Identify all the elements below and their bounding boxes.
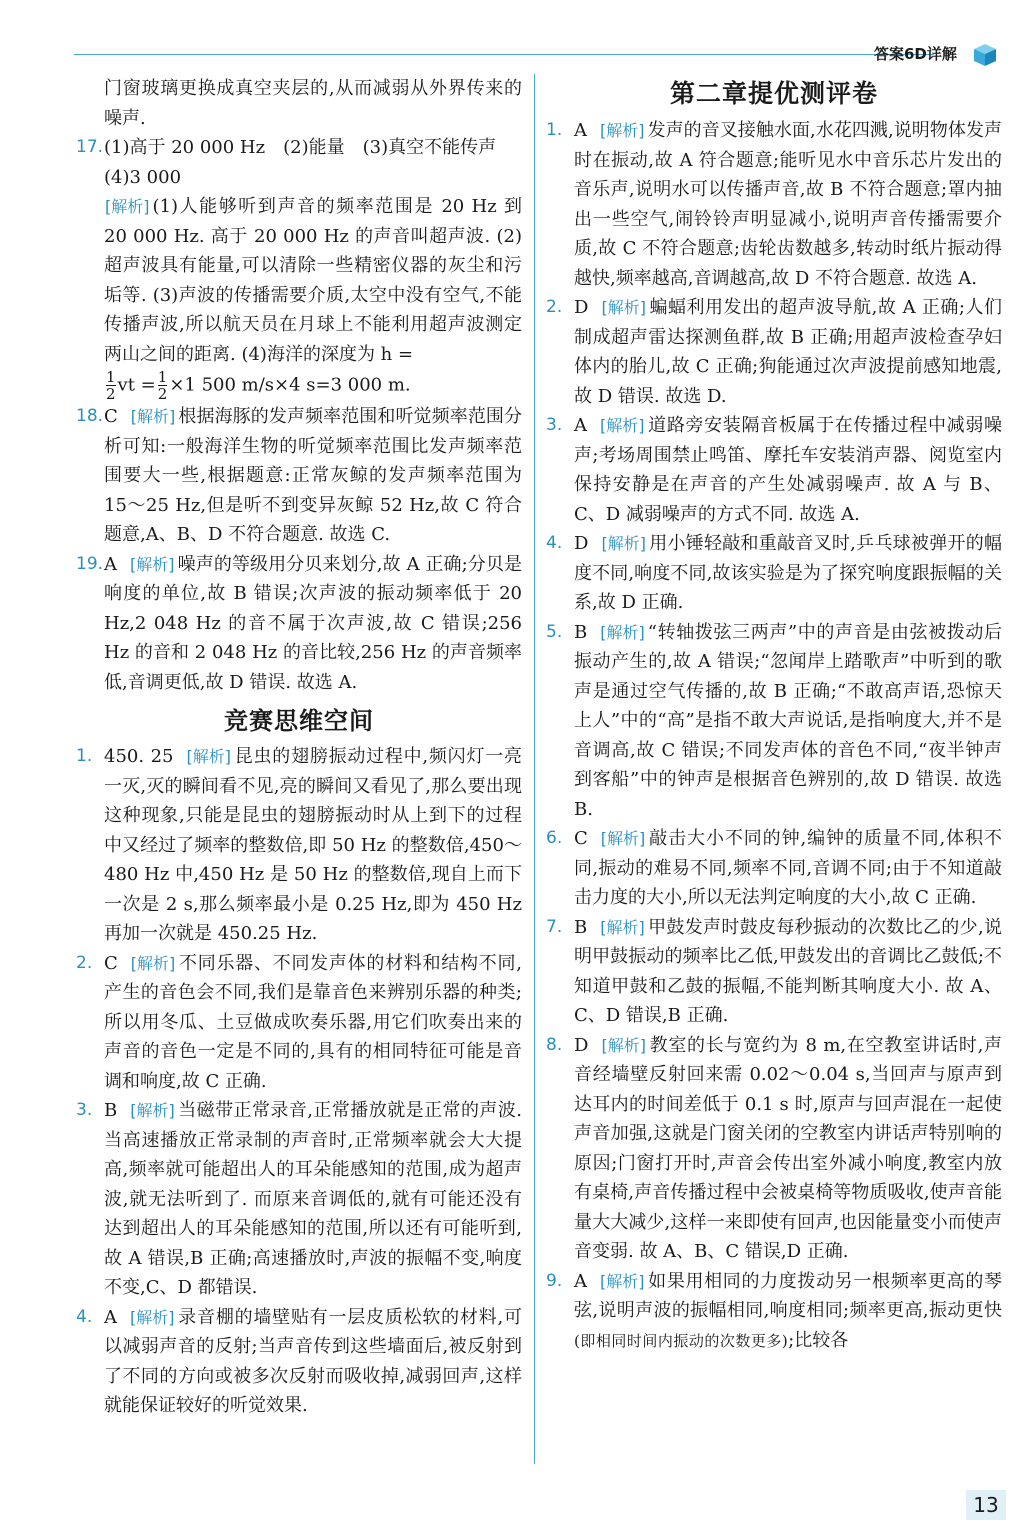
question-2 — [546, 293, 1002, 411]
question-number: 5. — [546, 621, 563, 642]
answer: B — [104, 1100, 118, 1121]
question-17 — [76, 133, 522, 402]
answer-line: (1)高于 20 000 Hz (2)能量 (3)真空不能传声 — [104, 137, 497, 158]
analysis-text: 昆虫的翅膀振动过程中,频闪灯一亮一灭,灭的瞬间看不见,亮的瞬间又看见了,那么要出现这种现象,只能是昆虫的翅膀振动时从上到下的过程中又经过了频率的整数倍,即 50 Hz 的整数倍,450～480 Hz 中,450 Hz 是 50 Hz 的整数倍,现自上而下一次是 2 s,那么频率最小是 0.25 Hz,即为 450 Hz 再加一次就是 450.25 Hz. — [104, 746, 522, 944]
analysis-text: (1)人能够听到声音的频率范围是 20 Hz 到 20 000 Hz. 高于 20 000 Hz 的声音叫超声波. (2)超声波具有能量,可以清除一些精密仪器的灰尘和污垢等. (3)声波的传播需要介质,太空中没有空气,不能传播声波,所以航天员在月球上不能利用超声波测定两山之间的距离. (4)海洋的深度为 h = — [104, 196, 522, 365]
analysis-tag: [ 解析 ] — [599, 120, 646, 142]
analysis-tag: [ 解析 ] — [129, 1307, 176, 1329]
question-5 — [546, 618, 1002, 825]
analysis-tag: [ 解析 ] — [600, 297, 647, 319]
question-number: 17. — [76, 137, 104, 157]
answer-line: (4)3 000 — [104, 166, 182, 188]
analysis-tag: [ 解析 ] — [185, 746, 232, 768]
question-8 — [546, 1031, 1002, 1267]
question-3 — [546, 411, 1002, 529]
column-divider — [534, 74, 535, 1464]
analysis-text: 发声的音叉接触水面,水花四溅,说明物体发声时在振动,故 A 符合题意;能听见水中音乐芯片发出的音乐声,说明水可以传播声音,故 B 不符合题意;罩内抽出一些空气,闹铃铃声明显减小,说明声音传播需要介质,故 C 不符合题意;齿轮齿数越多,转动时纸片振动得越快,频率越高,音调越高,故 D 不符合题意. 故选 A. — [574, 120, 1002, 289]
question-1 — [546, 116, 1002, 293]
analysis-text: 道路旁安装隔音板属于在传播过程中减弱噪声;考场周围禁止鸣笛、摩托车安装消声器、阅览室内保持安静是在声音的产生处减弱噪声. 故 A 与 B、C、D 减弱噪声的方式不同. 故选 A. — [574, 415, 1002, 525]
analysis-tag: [ 解析 ] — [130, 953, 177, 975]
analysis-text: 敲击大小不同的钟,编钟的质量不同,体积不同,振动的难易不同,频率不同,音调不同;由于不知道敲击力度的大小,所以无法判定响度的大小,故 C 正确. — [574, 828, 1002, 908]
question-number: 4. — [76, 1306, 93, 1327]
question-9 — [546, 1267, 1002, 1357]
analysis-text: 教室的长与宽约为 8 m,在空教室讲话时,声音经墙壁反射回来需 0.02～0.04 s,当回声与原声到达耳内的时间差低于 0.1 s 时,原声与回声混在一起使声音加强,这就是门窗关闭的空教室内讲话声特别响的原因;门窗打开时,声音会传出室外减小响度,教室内放有桌椅,声音传播过程中会被桌椅等物质吸收,使声音能量大大减少,这样一来即使有回声,也因能量变小而使声音变弱. 故 A、B、C 错误,D 正确. — [574, 1034, 1002, 1262]
formula-part: vt = — [117, 374, 156, 396]
question-number: 2. — [76, 952, 93, 973]
analysis-tag: [ 解析 ] — [600, 828, 647, 850]
competition-4 — [76, 1303, 522, 1421]
analysis-tag: [ 解析 ] — [129, 554, 176, 576]
formula-line — [104, 369, 522, 402]
analysis-text: 用小锤轻敲和重敲音叉时,乒乓球被弹开的幅度不同,响度不同,故该实验是为了探究响度跟振幅的关系,故 D 正确. — [574, 533, 1002, 613]
analysis-tag: [ 解析 ] — [104, 196, 151, 218]
analysis-tag: [ 解析 ] — [600, 1035, 647, 1057]
fraction: $\frac{1}{2}$ — [106, 368, 116, 403]
question-number: 6. — [546, 828, 563, 848]
question-number: 4. — [546, 533, 563, 553]
analysis-text: 不同乐器、不同发声体的材料和结构不同,产生的音色会不同,我们是靠音色来辨别乐器的种类;所以用冬瓜、土豆做成吹奏乐器,用它们吹奏出来的声音的音色一定是不同的,具有的相同特征可能是音调和响度,故 C 正确. — [104, 952, 522, 1092]
competition-1 — [76, 742, 522, 949]
answer: D — [574, 297, 589, 318]
analysis-tag: [ 解析 ] — [599, 622, 646, 644]
question-number: 8. — [546, 1034, 563, 1055]
answer: C — [574, 828, 588, 849]
analysis-text: 蝙蝠利用发出的超声波导航,故 A 正确;人们制成超声雷达探测鱼群,故 B 正确;用超声波检查孕妇体内的胎儿,故 C 正确;狗能通过次声波提前感知地震,故 D 错误. 故选 D. — [574, 297, 1002, 407]
section-title: 竞赛思维空间 — [224, 707, 374, 735]
answer: C — [104, 406, 118, 427]
competition-3 — [76, 1096, 522, 1303]
answer: A — [574, 1270, 587, 1292]
analysis-text: 根据海豚的发声频率范围和听觉频率范围分析可知:一般海洋生物的听觉频率范围比发声频率范围要大一些,根据题意:正常灰鲸的发声频率范围为 15～25 Hz,但是听不到变异灰鲸 52 Hz,故 C 符合题意,A、B、D 不符合题意. 故选 C. — [104, 406, 522, 545]
analysis-text: 如果用相同的力度拨动另一根频率更高的琴弦,说明声波的振幅相同,响度相同;频率更高,振动更快 — [574, 1270, 1002, 1321]
cube-icon — [972, 42, 998, 68]
question-7 — [546, 913, 1002, 1031]
question-number: 7. — [546, 916, 563, 937]
answer: B — [574, 916, 588, 938]
analysis-note: (即相同时间内振动的次数更多) — [574, 1331, 789, 1350]
question-number: 19. — [76, 553, 104, 574]
answer: A — [574, 415, 587, 436]
question-4 — [546, 529, 1002, 618]
question-18 — [76, 402, 522, 550]
competition-2 — [76, 949, 522, 1097]
answer: D — [574, 1034, 589, 1056]
analysis-text: 噪声的等级用分贝来划分,故 A 正确;分贝是响度的单位,故 B 错误;次声波的振动频率低于 20 Hz,2 048 Hz 的音不属于次声波,故 C 错误;256 Hz 的音和 2 048 Hz 的音比较,256 Hz 的声音频率低,音调更低,故 D 错误. 故选 A. — [104, 553, 522, 693]
question-number: 2. — [546, 297, 563, 317]
intro-text: 门窗玻璃更换成真空夹层的,从而减弱从外界传来的噪声. — [104, 78, 522, 129]
question-number: 9. — [546, 1270, 563, 1291]
header-rule — [74, 54, 934, 55]
question-number: 1. — [546, 120, 563, 140]
answer: B — [574, 621, 588, 643]
answer: D — [574, 533, 589, 554]
answer: A — [104, 1306, 117, 1328]
answer: A — [104, 553, 117, 575]
question-number: 1. — [76, 746, 93, 766]
analysis-text-tail: ;比较各 — [788, 1329, 849, 1351]
question-19 — [76, 550, 522, 698]
question-6 — [546, 824, 1002, 913]
analysis-tag: [ 解析 ] — [129, 1100, 176, 1122]
fraction: $\frac{1}{2}$ — [157, 368, 168, 403]
question-number: 3. — [546, 415, 563, 435]
header-label: 答案6D详解 — [874, 45, 957, 63]
question-number: 18. — [76, 406, 104, 426]
answer: A — [574, 120, 587, 141]
analysis-tag: [ 解析 ] — [599, 917, 646, 939]
analysis-tag: [ 解析 ] — [130, 406, 177, 428]
section-title: 第二章提优测评卷 — [669, 79, 878, 108]
left-column — [76, 74, 522, 1421]
analysis-text: “转轴拨弦三两声”中的声音是由弦被拨动后振动产生的,故 A 错误;“忽闻岸上踏歌声”中听到的歌声是通过空气传播的,故 B 正确;“不敢高声语,恐惊天上人”中的“高”是指不敢大声说话,是指响度大,并不是音调高,故 C 错误;不同发声体的音色不同,“夜半钟声到客船”中的钟声是根据音色辨别的,故 D 错误. 故选 B. — [574, 621, 1002, 820]
analysis-tag: [ 解析 ] — [599, 415, 646, 437]
page-number: 13 — [966, 1490, 1006, 1520]
right-column — [546, 74, 1002, 1356]
analysis-tag: [ 解析 ] — [600, 533, 647, 555]
answer: C — [104, 952, 118, 974]
analysis-text: 当磁带正常录音,正常播放就是正常的声波. 当高速播放正常录制的声音时,正常频率就会大大提高,频率就可能超出人的耳朵能感知的范围,成为超声波,就无法听到了. 而原来音调低的,就有可能还没有达到超出人的耳朵能感知的范围,所以还有可能听到,故 A 错误,B 正确;高速播放时,声波的振幅不变,响度不变,C、D 都错误. — [104, 1100, 522, 1298]
answer: 450. 25 — [104, 746, 174, 767]
analysis-text: 录音棚的墙壁贴有一层皮质松软的材料,可以减弱声音的反射;当声音传到这些墙面后,被反射到了不同的方向或被多次反射而吸收掉,减弱回声,这样就能保证较好的听觉效果. — [104, 1306, 522, 1416]
question-number: 3. — [76, 1100, 93, 1120]
formula-part: ×1 500 m/s×4 s=3 000 m. — [169, 374, 411, 396]
analysis-tag: [ 解析 ] — [599, 1271, 646, 1293]
analysis-text: 甲鼓发声时鼓皮每秒振动的次数比乙的少,说明甲鼓振动的频率比乙低,甲鼓发出的音调比乙鼓低;不知道甲鼓和乙鼓的振幅,不能判断其响度大小. 故 A、C、D 错误,B 正确. — [574, 916, 1002, 1026]
